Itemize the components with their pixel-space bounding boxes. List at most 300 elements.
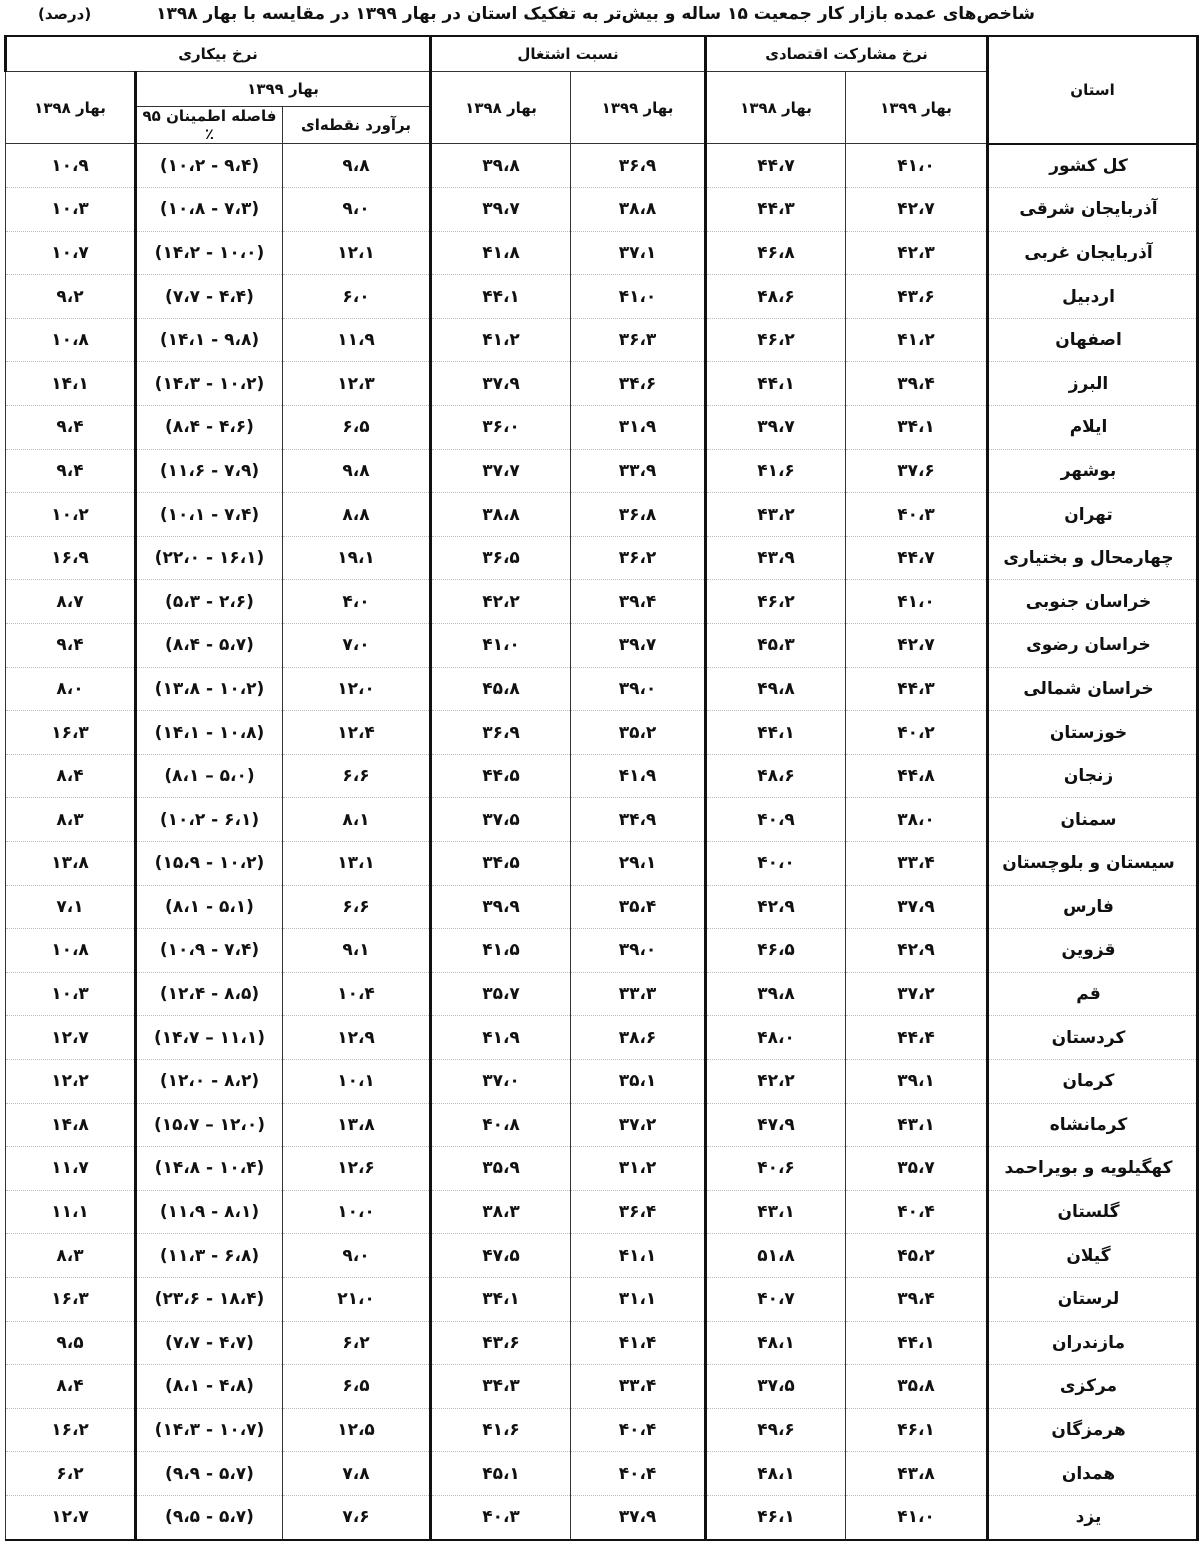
employment-1398-cell: ۳۵،۷ [431, 972, 571, 1016]
table-row [6, 798, 1198, 842]
participation-1398-cell: ۴۶،۵ [706, 929, 846, 973]
confidence-interval-cell: (۶،۱ - ۱۰،۲) [136, 798, 283, 842]
table-row [6, 580, 1198, 624]
participation-1399-cell: ۳۷،۶ [846, 449, 988, 493]
province-cell: مازندران [988, 1321, 1198, 1365]
employment-1398-cell: ۳۶،۵ [431, 536, 571, 580]
employment-1398-cell: ۴۰،۳ [431, 1495, 571, 1539]
unemployment-1399-cell: ۷،۶ [283, 1495, 431, 1539]
employment-1398-cell: ۴۱،۲ [431, 318, 571, 362]
unemployment-header: نرخ بیکاری [6, 36, 431, 72]
employment-1399-cell: ۲۹،۱ [571, 842, 706, 886]
participation-1399-cell: ۴۳،۸ [846, 1452, 988, 1496]
employment-1398-cell: ۴۲،۲ [431, 580, 571, 624]
employment-1398-cell: ۳۵،۹ [431, 1147, 571, 1191]
employment-1399-cell: ۳۶،۸ [571, 493, 706, 537]
document-title: شاخص‌های عمده بازار کار جمعیت ۱۵ ساله و بیش‌تر به تفکیک استان در بهار ۱۳۹۹ در مقایسه با بهار ۱۳۹۸ [156, 4, 1035, 24]
employment-1398-cell: ۴۵،۸ [431, 667, 571, 711]
confidence-interval-cell: (۱۱،۱ – ۱۴،۷) [136, 1016, 283, 1060]
unemployment-1399-cell: ۲۱،۰ [283, 1277, 431, 1321]
province-cell: لرستان [988, 1277, 1198, 1321]
participation-1398-cell: ۴۸،۶ [706, 275, 846, 319]
employment-1398-cell: ۳۶،۰ [431, 406, 571, 450]
table-row [6, 275, 1198, 319]
employment-header: نسبت اشتغال [431, 36, 706, 72]
unemployment-1399-cell: ۱۰،۰ [283, 1190, 431, 1234]
table-row [6, 188, 1198, 232]
participation-1399-cell: ۳۳،۴ [846, 842, 988, 886]
province-cell: کردستان [988, 1016, 1198, 1060]
participation-1398-cell: ۴۰،۹ [706, 798, 846, 842]
confidence-interval-cell: (۱۰،۸ - ۱۴،۱) [136, 711, 283, 755]
participation-1399-cell: ۴۱،۰ [846, 144, 988, 188]
table-row [6, 1321, 1198, 1365]
unemployment-1398-cell: ۱۳،۸ [6, 842, 136, 886]
unemployment-1398-cell: ۹،۴ [6, 449, 136, 493]
unemployment-1399-cell: ۷،۸ [283, 1452, 431, 1496]
unemployment-1398-cell: ۱۰،۲ [6, 493, 136, 537]
table-row [6, 231, 1198, 275]
confidence-interval-cell: (۱۰،۲ - ۱۵،۹) [136, 842, 283, 886]
table-row [6, 885, 1198, 929]
unemployment-1399-cell: ۱۰،۴ [283, 972, 431, 1016]
province-cell: خراسان شمالی [988, 667, 1198, 711]
unemployment-1399-cell: ۴،۰ [283, 580, 431, 624]
province-cell: همدان [988, 1452, 1198, 1496]
province-cell: خراسان جنوبی [988, 580, 1198, 624]
employment-1399-cell: ۳۴،۹ [571, 798, 706, 842]
table-row [6, 624, 1198, 668]
participation-1398-cell: ۴۸،۶ [706, 754, 846, 798]
employment-1399-cell: ۳۹،۷ [571, 624, 706, 668]
labor-market-table [4, 35, 1199, 1541]
participation-1398-cell: ۵۱،۸ [706, 1234, 846, 1278]
confidence-interval-cell: (۱۶،۱ - ۲۲،۰) [136, 536, 283, 580]
province-cell: قم [988, 972, 1198, 1016]
unemployment-1399-cell: ۱۲،۴ [283, 711, 431, 755]
province-cell: آذربایجان غربی [988, 231, 1198, 275]
province-cell: اردبیل [988, 275, 1198, 319]
participation-1398-cell: ۴۰،۶ [706, 1147, 846, 1191]
employment-1399-cell: ۳۳،۴ [571, 1365, 706, 1409]
employment-1398-cell: ۴۴،۵ [431, 754, 571, 798]
employment-1399-cell: ۳۱،۹ [571, 406, 706, 450]
employment-1399-cell: ۳۹،۰ [571, 929, 706, 973]
confidence-interval-cell: (۱۸،۴ - ۲۳،۶) [136, 1277, 283, 1321]
participation-1398-cell: ۳۹،۸ [706, 972, 846, 1016]
unemployment-1398-cell: ۸،۷ [6, 580, 136, 624]
participation-1398-cell: ۴۶،۲ [706, 318, 846, 362]
table-row [6, 1234, 1198, 1278]
participation-1399-cell: ۴۱،۰ [846, 1495, 988, 1539]
unemployment-1399-cell: ۹،۰ [283, 188, 431, 232]
employment-1399-cell: ۳۳،۳ [571, 972, 706, 1016]
participation-1399-cell: ۴۲،۳ [846, 231, 988, 275]
participation-1398-cell: ۴۴،۱ [706, 362, 846, 406]
unemployment-1398-cell: ۹،۴ [6, 624, 136, 668]
province-cell: البرز [988, 362, 1198, 406]
table-row [6, 1103, 1198, 1147]
province-cell: تهران [988, 493, 1198, 537]
participation-1398-cell: ۴۳،۱ [706, 1190, 846, 1234]
employment-1398-cell: ۴۱،۰ [431, 624, 571, 668]
confidence-interval-cell: (۸،۲ - ۱۲،۰) [136, 1059, 283, 1103]
unemployment-1398-cell: ۱۲،۷ [6, 1016, 136, 1060]
unemployment-1399-cell: ۱۳،۸ [283, 1103, 431, 1147]
province-cell: یزد [988, 1495, 1198, 1539]
table-row [6, 1495, 1198, 1539]
participation-1399-cell: ۴۲،۹ [846, 929, 988, 973]
unemployment-1399-cell: ۱۲،۶ [283, 1147, 431, 1191]
participation-1399-cell: ۳۹،۴ [846, 362, 988, 406]
participation-1398-cell: ۴۱،۶ [706, 449, 846, 493]
participation-1399-cell: ۴۶،۱ [846, 1408, 988, 1452]
participation-1399-cell: ۴۵،۲ [846, 1234, 988, 1278]
employment-1399-cell: ۳۶،۹ [571, 144, 706, 188]
employment-1399-cell: ۳۱،۲ [571, 1147, 706, 1191]
unemployment-1399-cell: ۶،۵ [283, 406, 431, 450]
unemployment-1399-cell: ۸،۱ [283, 798, 431, 842]
employment-1399-cell: ۴۱،۴ [571, 1321, 706, 1365]
table-row [6, 362, 1198, 406]
participation-1399-cell: ۳۹،۴ [846, 1277, 988, 1321]
employment-1398-cell: ۴۱،۶ [431, 1408, 571, 1452]
unemployment-1399-cell: ۷،۰ [283, 624, 431, 668]
unemployment-1398-cell: ۶،۲ [6, 1452, 136, 1496]
employment-1398-cell: ۳۴،۵ [431, 842, 571, 886]
employment-1399-cell: ۴۰،۴ [571, 1408, 706, 1452]
employment-1399-cell: ۳۵،۱ [571, 1059, 706, 1103]
participation-1398-cell: ۴۹،۸ [706, 667, 846, 711]
employment-1399-cell: ۳۷،۱ [571, 231, 706, 275]
table-row [6, 318, 1198, 362]
province-cell: ایلام [988, 406, 1198, 450]
confidence-interval-cell: (۱۰،۷ - ۱۴،۳) [136, 1408, 283, 1452]
participation-1399-cell: ۴۰،۳ [846, 493, 988, 537]
participation-1398-cell: ۴۵،۳ [706, 624, 846, 668]
province-cell: سیستان و بلوچستان [988, 842, 1198, 886]
participation-1398-cell: ۴۹،۶ [706, 1408, 846, 1452]
unemployment-1398-cell: ۱۰،۸ [6, 318, 136, 362]
employment-1398-cell: ۳۷،۵ [431, 798, 571, 842]
participation-1399-cell: ۳۷،۲ [846, 972, 988, 1016]
participation-1398-cell: ۳۷،۵ [706, 1365, 846, 1409]
participation-1398-cell: ۴۴،۳ [706, 188, 846, 232]
unemployment-1399-cell: ۱۲،۵ [283, 1408, 431, 1452]
employment-1399-cell: ۳۷،۹ [571, 1495, 706, 1539]
unemployment-1398-cell: ۱۰،۳ [6, 188, 136, 232]
confidence-interval-cell: (۷،۳ - ۱۰،۸) [136, 188, 283, 232]
employment-1398-cell: ۳۹،۷ [431, 188, 571, 232]
confidence-interval-cell: (۵،۱ - ۸،۱) [136, 885, 283, 929]
unemployment-1399-cell: ۸،۸ [283, 493, 431, 537]
province-cell: فارس [988, 885, 1198, 929]
participation-1399-cell: ۴۲،۷ [846, 188, 988, 232]
employment-1398-cell: ۴۰،۸ [431, 1103, 571, 1147]
table-row [6, 1452, 1198, 1496]
unemployment-1399-cell: ۶،۶ [283, 754, 431, 798]
unemployment-1399-cell: ۱۳،۱ [283, 842, 431, 886]
participation-1399-cell: ۴۳،۶ [846, 275, 988, 319]
unemployment-1398-cell: ۷،۱ [6, 885, 136, 929]
confidence-interval-cell: (۷،۴ - ۱۰،۹) [136, 929, 283, 973]
participation-1398-cell: ۴۴،۷ [706, 144, 846, 188]
participation-1398-cell: ۴۶،۱ [706, 1495, 846, 1539]
employment-1399-cell: ۳۹،۰ [571, 667, 706, 711]
unemployment-1399-cell: ۶،۶ [283, 885, 431, 929]
participation-1399-cell: ۴۲،۷ [846, 624, 988, 668]
unemployment-1399-cell: ۶،۰ [283, 275, 431, 319]
unemployment-1399-header: بهار ۱۳۹۹ [136, 72, 431, 107]
province-cell: کل کشور [988, 144, 1198, 188]
unemployment-1399-cell: ۶،۲ [283, 1321, 431, 1365]
employment-1398-cell: ۴۴،۱ [431, 275, 571, 319]
participation-1399-cell: ۳۵،۷ [846, 1147, 988, 1191]
participation-1398-cell: ۴۲،۲ [706, 1059, 846, 1103]
employment-1399-cell: ۳۸،۶ [571, 1016, 706, 1060]
confidence-interval-cell: (۸،۱ - ۱۱،۹) [136, 1190, 283, 1234]
unemployment-1399-cell: ۱۲،۹ [283, 1016, 431, 1060]
unemployment-1398-cell: ۱۰،۹ [6, 144, 136, 188]
participation-1398-cell: ۴۴،۱ [706, 711, 846, 755]
table-row [6, 1147, 1198, 1191]
confidence-interval-cell: (۵،۰ – ۸،۱) [136, 754, 283, 798]
participation-1399-cell: ۴۱،۲ [846, 318, 988, 362]
confidence-interval-header: فاصله اطمینان ۹۵ ٪ [136, 107, 283, 144]
confidence-interval-cell: (۱۰،۲ - ۱۳،۸) [136, 667, 283, 711]
table-row [6, 1408, 1198, 1452]
employment-1398-cell: ۳۷،۹ [431, 362, 571, 406]
unemployment-1399-cell: ۹،۱ [283, 929, 431, 973]
confidence-interval-cell: (۴،۶ - ۸،۴) [136, 406, 283, 450]
table-row [6, 754, 1198, 798]
table-row [6, 406, 1198, 450]
employment-1399-cell: ۴۱،۰ [571, 275, 706, 319]
province-cell: گلستان [988, 1190, 1198, 1234]
employment-1399-cell: ۳۶،۴ [571, 1190, 706, 1234]
province-cell: مرکزی [988, 1365, 1198, 1409]
confidence-interval-cell: (۴،۸ - ۸،۱) [136, 1365, 283, 1409]
participation-1399-cell: ۴۴،۴ [846, 1016, 988, 1060]
table-row [6, 1277, 1198, 1321]
employment-1398-cell: ۳۴،۱ [431, 1277, 571, 1321]
employment-1399-cell: ۳۵،۴ [571, 885, 706, 929]
participation-1398-cell: ۴۰،۰ [706, 842, 846, 886]
participation-1398-cell: ۴۲،۹ [706, 885, 846, 929]
employment-1398-cell: ۴۱،۸ [431, 231, 571, 275]
province-cell: زنجان [988, 754, 1198, 798]
province-cell: هرمزگان [988, 1408, 1198, 1452]
unemployment-1398-cell: ۱۶،۹ [6, 536, 136, 580]
participation-1399-cell: ۴۴،۳ [846, 667, 988, 711]
employment-1399-cell: ۳۹،۴ [571, 580, 706, 624]
employment-1398-cell: ۳۷،۷ [431, 449, 571, 493]
unemployment-1398-cell: ۱۰،۳ [6, 972, 136, 1016]
confidence-interval-cell: (۱۰،۲ - ۱۴،۳) [136, 362, 283, 406]
unit-note: (درصد) [38, 5, 92, 23]
confidence-interval-cell: (۴،۷ - ۷،۷) [136, 1321, 283, 1365]
unemployment-1398-cell: ۱۶،۳ [6, 711, 136, 755]
unemployment-1398-cell: ۱۲،۷ [6, 1495, 136, 1539]
table-row [6, 929, 1198, 973]
confidence-interval-cell: (۵،۷ - ۹،۹) [136, 1452, 283, 1496]
confidence-interval-cell: (۱۰،۴ - ۱۴،۸) [136, 1147, 283, 1191]
employment-1399-cell: ۴۱،۱ [571, 1234, 706, 1278]
unemployment-1398-cell: ۹،۵ [6, 1321, 136, 1365]
confidence-interval-cell: (۸،۵ - ۱۲،۴) [136, 972, 283, 1016]
participation-1399-cell: ۴۱،۰ [846, 580, 988, 624]
confidence-interval-cell: (۱۲،۰ – ۱۵،۷) [136, 1103, 283, 1147]
participation-1399-cell: ۳۹،۱ [846, 1059, 988, 1103]
unemployment-1398-cell: ۱۲،۲ [6, 1059, 136, 1103]
unemployment-1399-cell: ۹،۰ [283, 1234, 431, 1278]
employment-1399-cell: ۳۶،۲ [571, 536, 706, 580]
participation-1398-cell: ۴۰،۷ [706, 1277, 846, 1321]
participation-1399-cell: ۳۸،۰ [846, 798, 988, 842]
province-cell: قزوین [988, 929, 1198, 973]
table-body [6, 144, 1198, 1540]
employment-1398-cell: ۳۹،۹ [431, 885, 571, 929]
participation-1398-cell: ۴۸،۱ [706, 1321, 846, 1365]
unemployment-1399-cell: ۱۲،۰ [283, 667, 431, 711]
unemployment-1398-cell: ۸،۳ [6, 798, 136, 842]
confidence-interval-cell: (۷،۴ - ۱۰،۱) [136, 493, 283, 537]
province-cell: اصفهان [988, 318, 1198, 362]
unemployment-1398-cell: ۸،۰ [6, 667, 136, 711]
participation-1398-cell: ۴۸،۱ [706, 1452, 846, 1496]
province-cell: کرمان [988, 1059, 1198, 1103]
table-row [6, 493, 1198, 537]
employment-1399-cell: ۳۳،۹ [571, 449, 706, 493]
employment-1399-header: بهار ۱۳۹۹ [571, 72, 706, 144]
employment-1399-cell: ۴۰،۴ [571, 1452, 706, 1496]
province-cell: بوشهر [988, 449, 1198, 493]
unemployment-1398-cell: ۱۱،۱ [6, 1190, 136, 1234]
confidence-interval-cell: (۹،۴ - ۱۰،۲) [136, 144, 283, 188]
unemployment-1398-cell: ۱۰،۸ [6, 929, 136, 973]
unemployment-1398-cell: ۸،۴ [6, 1365, 136, 1409]
participation-1399-cell: ۴۴،۸ [846, 754, 988, 798]
employment-1399-cell: ۴۱،۹ [571, 754, 706, 798]
employment-1398-header: بهار ۱۳۹۸ [431, 72, 571, 144]
participation-1398-header: بهار ۱۳۹۸ [706, 72, 846, 144]
employment-1399-cell: ۳۱،۱ [571, 1277, 706, 1321]
table-row [6, 667, 1198, 711]
unemployment-1398-cell: ۱۱،۷ [6, 1147, 136, 1191]
confidence-interval-cell: (۶،۸ - ۱۱،۳) [136, 1234, 283, 1278]
unemployment-1398-cell: ۱۴،۱ [6, 362, 136, 406]
province-cell: خراسان رضوی [988, 624, 1198, 668]
employment-1398-cell: ۴۵،۱ [431, 1452, 571, 1496]
participation-1398-cell: ۴۸،۰ [706, 1016, 846, 1060]
participation-1398-cell: ۴۶،۸ [706, 231, 846, 275]
unemployment-1399-cell: ۱۲،۱ [283, 231, 431, 275]
employment-1399-cell: ۳۶،۳ [571, 318, 706, 362]
participation-1398-cell: ۴۷،۹ [706, 1103, 846, 1147]
unemployment-1398-cell: ۹،۴ [6, 406, 136, 450]
title-bar [0, 0, 1200, 33]
participation-1399-header: بهار ۱۳۹۹ [846, 72, 988, 144]
employment-1399-cell: ۳۴،۶ [571, 362, 706, 406]
unemployment-1399-cell: ۱۱،۹ [283, 318, 431, 362]
table-row [6, 449, 1198, 493]
table-row [6, 1016, 1198, 1060]
province-cell: کرمانشاه [988, 1103, 1198, 1147]
unemployment-1398-cell: ۱۴،۸ [6, 1103, 136, 1147]
table-row [6, 1190, 1198, 1234]
table-row [6, 842, 1198, 886]
participation-1398-cell: ۴۳،۹ [706, 536, 846, 580]
unemployment-1398-cell: ۱۰،۷ [6, 231, 136, 275]
employment-1398-cell: ۴۱،۹ [431, 1016, 571, 1060]
employment-1398-cell: ۴۱،۵ [431, 929, 571, 973]
table-row [6, 711, 1198, 755]
province-cell: خوزستان [988, 711, 1198, 755]
employment-1398-cell: ۳۷،۰ [431, 1059, 571, 1103]
unemployment-1398-cell: ۹،۲ [6, 275, 136, 319]
province-cell: چهارمحال و بختیاری [988, 536, 1198, 580]
confidence-interval-cell: (۹،۸ - ۱۴،۱) [136, 318, 283, 362]
confidence-interval-cell: (۲،۶ - ۵،۳) [136, 580, 283, 624]
employment-1398-cell: ۳۴،۳ [431, 1365, 571, 1409]
unemployment-1399-cell: ۱۹،۱ [283, 536, 431, 580]
table-row [6, 972, 1198, 1016]
province-header: استان [988, 36, 1198, 144]
table-row [6, 1365, 1198, 1409]
province-cell: کهگیلویه و بویراحمد [988, 1147, 1198, 1191]
participation-1398-cell: ۳۹،۷ [706, 406, 846, 450]
participation-1399-cell: ۳۵،۸ [846, 1365, 988, 1409]
unemployment-1398-header: بهار ۱۳۹۸ [6, 72, 136, 144]
unemployment-1399-cell: ۱۰،۱ [283, 1059, 431, 1103]
confidence-interval-cell: (۴،۴ - ۷،۷) [136, 275, 283, 319]
employment-1398-cell: ۳۸،۳ [431, 1190, 571, 1234]
point-estimate-header: برآورد نقطه‌ای [283, 107, 431, 144]
participation-1398-cell: ۴۶،۲ [706, 580, 846, 624]
participation-1399-cell: ۴۴،۱ [846, 1321, 988, 1365]
unemployment-1398-cell: ۸،۴ [6, 754, 136, 798]
employment-1398-cell: ۳۹،۸ [431, 144, 571, 188]
participation-1399-cell: ۳۷،۹ [846, 885, 988, 929]
employment-1398-cell: ۳۸،۸ [431, 493, 571, 537]
province-cell: آذربایجان شرقی [988, 188, 1198, 232]
employment-1398-cell: ۴۷،۵ [431, 1234, 571, 1278]
participation-1399-cell: ۴۰،۲ [846, 711, 988, 755]
employment-1398-cell: ۳۶،۹ [431, 711, 571, 755]
employment-1399-cell: ۳۸،۸ [571, 188, 706, 232]
employment-1398-cell: ۴۳،۶ [431, 1321, 571, 1365]
confidence-interval-cell: (۵،۷ - ۸،۴) [136, 624, 283, 668]
table-row [6, 144, 1198, 188]
employment-1399-cell: ۳۵،۲ [571, 711, 706, 755]
unemployment-1399-cell: ۹،۸ [283, 449, 431, 493]
unemployment-1399-cell: ۱۲،۳ [283, 362, 431, 406]
province-cell: گیلان [988, 1234, 1198, 1278]
participation-1399-cell: ۴۴،۷ [846, 536, 988, 580]
confidence-interval-cell: (۱۰،۰ - ۱۴،۲) [136, 231, 283, 275]
unemployment-1398-cell: ۱۶،۲ [6, 1408, 136, 1452]
unemployment-1399-cell: ۶،۵ [283, 1365, 431, 1409]
confidence-interval-cell: (۷،۹ - ۱۱،۶) [136, 449, 283, 493]
table-row [6, 1059, 1198, 1103]
participation-1398-cell: ۴۳،۲ [706, 493, 846, 537]
province-cell: سمنان [988, 798, 1198, 842]
confidence-interval-cell: (۵،۷ - ۹،۵) [136, 1495, 283, 1539]
participation-1399-cell: ۴۳،۱ [846, 1103, 988, 1147]
unemployment-1398-cell: ۱۶،۳ [6, 1277, 136, 1321]
employment-1399-cell: ۳۷،۲ [571, 1103, 706, 1147]
participation-1399-cell: ۳۴،۱ [846, 406, 988, 450]
